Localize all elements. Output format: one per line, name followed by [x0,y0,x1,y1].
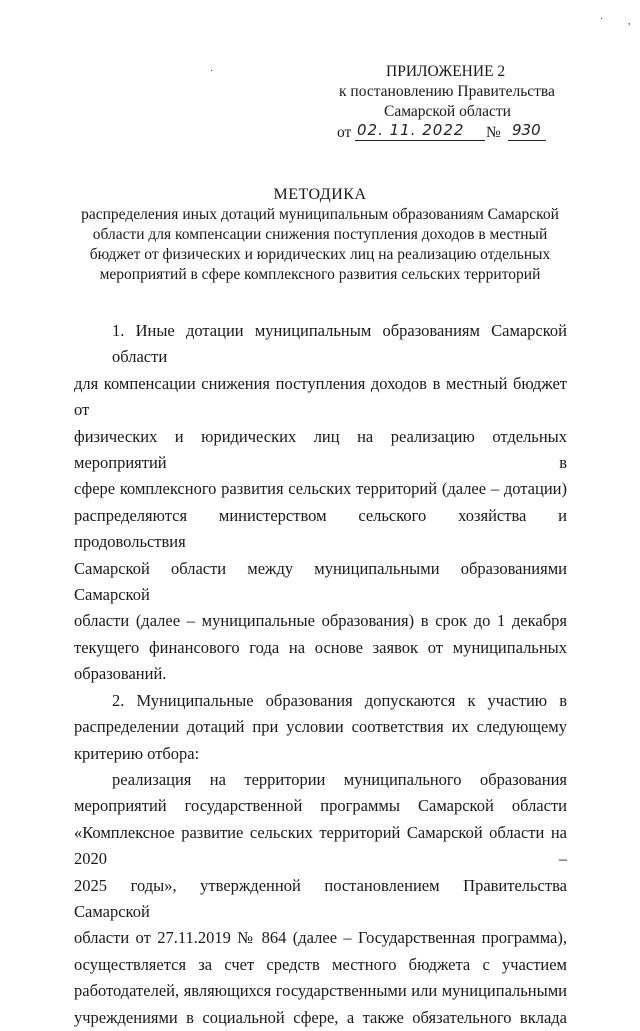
body-line: учреждениями в социальной сфере, а также обязательного вклада [74,1007,567,1027]
scan-speck: · [600,14,604,25]
body-line: области от 27.11.2019 № 864 (далее – Государственная программа), [74,928,567,948]
annex-resolution-line: к постановлению Правительства [339,83,555,100]
annex-header [330,62,580,145]
handwritten-number: 930 [512,121,541,139]
date-prefix: от [337,124,352,141]
body-line: 2. Муниципальные образования допускаются к участию в [112,690,567,710]
subtitle-line: области для компенсации снижения поступления доходов в местный [92,226,548,243]
scan-speck: , [628,16,631,27]
body-line: для компенсации снижения поступления доходов в местный бюджет от [74,373,567,420]
body-line: распределении дотаций при условии соответствия их следующему [74,717,567,737]
body-line: области (далее – муниципальные образования) в срок до 1 декабря [74,611,567,631]
number-sign: № [486,124,501,141]
document-subtitle [80,205,560,285]
body-line: работодателей, являющихся государственными или муниципальными [74,981,567,1001]
handwritten-date: 02. 11. 2022 [357,121,465,139]
body-line: 1. Иные дотации муниципальным образованиям Самарской области [112,321,567,367]
body-line: образований. [74,664,167,684]
subtitle-line: мероприятий в сфере комплексного развития сельских территорий [99,266,541,283]
date-underline [355,140,485,141]
body-line: сфере комплексного развития сельских территорий (далее – дотации) [74,479,567,499]
annex-title: ПРИЛОЖЕНИЕ 2 [386,63,506,80]
subtitle-line: распределения иных дотаций муниципальным образованиям Самарской [81,206,559,223]
body-line: мероприятий государственной программы Самарской области [74,796,567,816]
annex-date-number-line [330,123,580,145]
number-underline [508,140,546,141]
annex-region-line: Самарской области [384,103,511,120]
body-line: Самарской области между муниципальными образованиями Самарской [74,558,567,605]
body-line: критерию отбора: [74,743,200,763]
body-line: текущего финансового года на основе заявок от муниципальных [74,637,567,657]
document-body [74,318,567,1031]
body-line: «Комплексное развитие сельских территорий Самарской области на 2020 – [74,822,567,869]
subtitle-line: бюджет от физических и юридических лиц на реализацию отдельных [89,246,551,263]
body-line: распределяются министерством сельского хозяйства и продовольствия [74,505,567,552]
body-line: 2025 годы», утвержденной постановлением Правительства Самарской [74,875,567,921]
body-line: реализация на территории муниципального образования [112,769,567,789]
body-line: осуществляется за счет средств местного бюджета с участием [74,954,567,974]
scan-speck: · [210,66,214,77]
document-title: МЕТОДИКА [273,186,367,203]
body-line: физических и юридических лиц на реализацию отдельных мероприятий в [74,426,567,473]
